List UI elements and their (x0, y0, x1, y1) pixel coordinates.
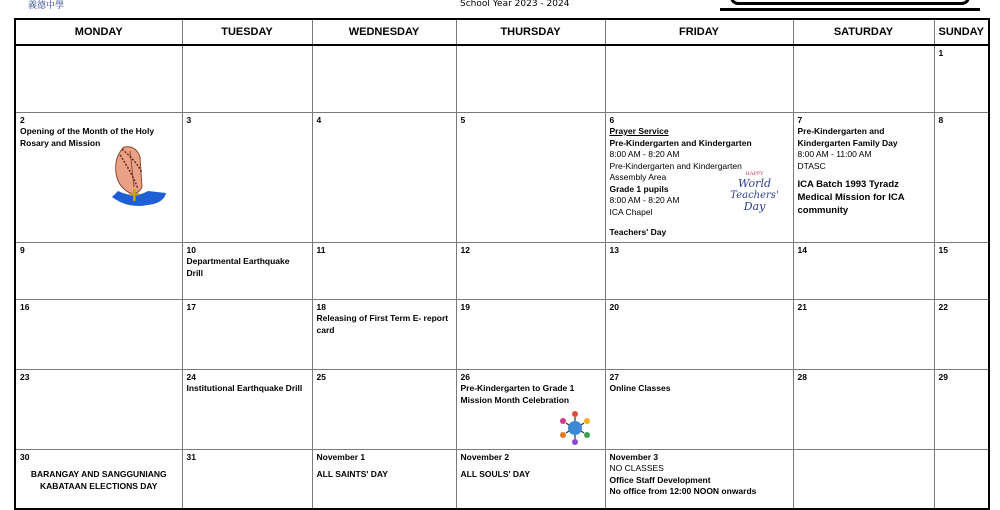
day-number: 23 (20, 371, 30, 382)
col-header-wednesday: WEDNESDAY (312, 19, 456, 45)
day-cell (182, 112, 312, 242)
day-cell (793, 45, 934, 112)
week-row (15, 299, 989, 369)
day-cell (605, 369, 793, 449)
day-cell (605, 242, 793, 299)
event-text: Online Classes (609, 383, 671, 393)
day-number: November 3 (609, 451, 659, 462)
event-text: ICA Chapel (609, 206, 653, 217)
event-text: Grade 1 pupils (609, 183, 669, 194)
event-text: Pre-Kindergarten to Grade 1 (460, 383, 575, 393)
event-text: NO CLASSES (609, 463, 664, 473)
day-number: 16 (20, 301, 30, 312)
day-number: 11 (316, 244, 326, 255)
event-text: ICA Batch 1993 Tyradz Medical Mission for ICA community (797, 179, 905, 216)
day-cell (605, 112, 793, 242)
day-number: 8 (938, 114, 944, 125)
day-cell (312, 449, 456, 509)
day-number: 7 (797, 114, 803, 125)
day-number: 29 (938, 371, 948, 382)
day-cell (605, 449, 793, 509)
day-number: 21 (797, 301, 807, 312)
event-text: Releasing of First Term E- report card (316, 313, 449, 335)
day-number: 4 (316, 114, 322, 125)
event-text: Institutional Earthquake Drill (186, 383, 303, 393)
weekday-header-row (15, 19, 989, 45)
week-row (15, 45, 989, 112)
event-text: 8:00 AM - 11:00 AM (797, 149, 872, 159)
event-text: KABATAAN ELECTIONS DAY (40, 480, 158, 491)
day-number: 12 (460, 244, 470, 255)
day-number: 22 (938, 301, 948, 312)
day-cell (182, 369, 312, 449)
day-cell (15, 449, 182, 509)
event-text: Pre-Kindergarten and Kindergarten (609, 160, 742, 171)
day-cell (934, 45, 989, 112)
day-cell (15, 242, 182, 299)
week-row (15, 449, 989, 509)
month-title-banner (720, 0, 980, 11)
day-cell (456, 45, 605, 112)
day-number: 15 (938, 244, 948, 255)
day-number: 25 (316, 371, 326, 382)
col-header-sunday: SUNDAY (934, 19, 989, 45)
day-number: 31 (186, 451, 196, 462)
day-number: 10 (186, 244, 196, 255)
day-number: 1 (938, 48, 944, 58)
event-text: Pre-Kindergarten and Kindergarten (609, 137, 752, 148)
day-number: 30 (20, 451, 30, 462)
day-cell (605, 299, 793, 369)
event-text: Teachers' Day (609, 227, 667, 237)
col-header-friday: FRIDAY (605, 19, 793, 45)
event-text: Office Staff Development (609, 474, 711, 485)
day-number: 14 (797, 244, 807, 255)
day-cell (456, 299, 605, 369)
event-text: Pre-Kindergarten and Kindergarten Family Day (797, 126, 898, 148)
world-teachers-day-badge: HAPPY World Teachers' Day (724, 171, 786, 233)
day-number: 19 (460, 301, 470, 312)
day-cell (793, 112, 934, 242)
day-number: 24 (186, 371, 196, 382)
day-number: 2 (20, 114, 25, 125)
event-text: DTASC (797, 160, 826, 171)
event-text: 8:00 AM - 8:20 AM (609, 149, 680, 159)
col-header-monday: MONDAY (15, 19, 182, 45)
day-cell (934, 369, 989, 449)
day-cell (793, 299, 934, 369)
day-number: November 1 (316, 451, 366, 462)
day-number: 3 (186, 114, 192, 125)
day-cell (793, 449, 934, 509)
week-row (15, 112, 989, 242)
day-number: 6 (609, 114, 615, 125)
event-text: Mission Month Celebration (460, 394, 570, 405)
day-number: 9 (20, 244, 25, 255)
day-cell (934, 449, 989, 509)
event-text: Opening of the Month of the Holy Rosary and Mission (20, 126, 155, 148)
day-cell (312, 242, 456, 299)
event-text: Prayer Service (609, 126, 669, 136)
day-number: 20 (609, 301, 619, 312)
day-cell (182, 449, 312, 509)
mission-people-circle-icon (557, 410, 593, 446)
day-cell (312, 45, 456, 112)
day-number: 18 (316, 301, 326, 312)
day-cell (605, 45, 793, 112)
day-cell (456, 112, 605, 242)
event-text: Assembly Area (609, 172, 667, 182)
day-cell (312, 369, 456, 449)
day-cell (312, 299, 456, 369)
day-number: 13 (609, 244, 619, 255)
event-text: BARANGAY AND SANGGUNIANG (30, 469, 167, 479)
day-cell (182, 299, 312, 369)
day-cell (456, 242, 605, 299)
day-cell (15, 112, 182, 242)
day-number: November 2 (460, 451, 510, 462)
day-cell (934, 112, 989, 242)
school-logo-text: 義德中學 (28, 1, 65, 11)
day-cell (15, 299, 182, 369)
col-header-saturday: SATURDAY (793, 19, 934, 45)
col-header-tuesday: TUESDAY (182, 19, 312, 45)
event-text: No office from 12:00 NOON onwards (609, 486, 757, 496)
day-cell (456, 449, 605, 509)
week-row (15, 242, 989, 299)
school-year: School Year 2023 - 2024 (460, 0, 570, 9)
day-cell (312, 112, 456, 242)
day-cell (934, 242, 989, 299)
day-cell (793, 369, 934, 449)
day-number: 27 (609, 371, 619, 382)
event-text: ALL SAINTS' DAY (316, 469, 388, 479)
day-cell (934, 299, 989, 369)
day-cell (182, 45, 312, 112)
day-number: 28 (797, 371, 807, 382)
day-cell (15, 369, 182, 449)
week-row (15, 369, 989, 449)
praying-hands-rosary-icon (108, 143, 170, 213)
day-cell (182, 242, 312, 299)
day-number: 17 (186, 301, 196, 312)
day-cell (793, 242, 934, 299)
calendar-table (14, 18, 990, 510)
event-text: ALL SOULS' DAY (460, 469, 531, 479)
day-number: 5 (460, 114, 466, 125)
day-cell (456, 369, 605, 449)
event-text: Departmental Earthquake Drill (186, 256, 290, 278)
day-number: 26 (460, 371, 470, 382)
col-header-thursday: THURSDAY (456, 19, 605, 45)
event-text: 8:00 AM - 8:20 AM (609, 195, 680, 205)
day-cell (15, 45, 182, 112)
